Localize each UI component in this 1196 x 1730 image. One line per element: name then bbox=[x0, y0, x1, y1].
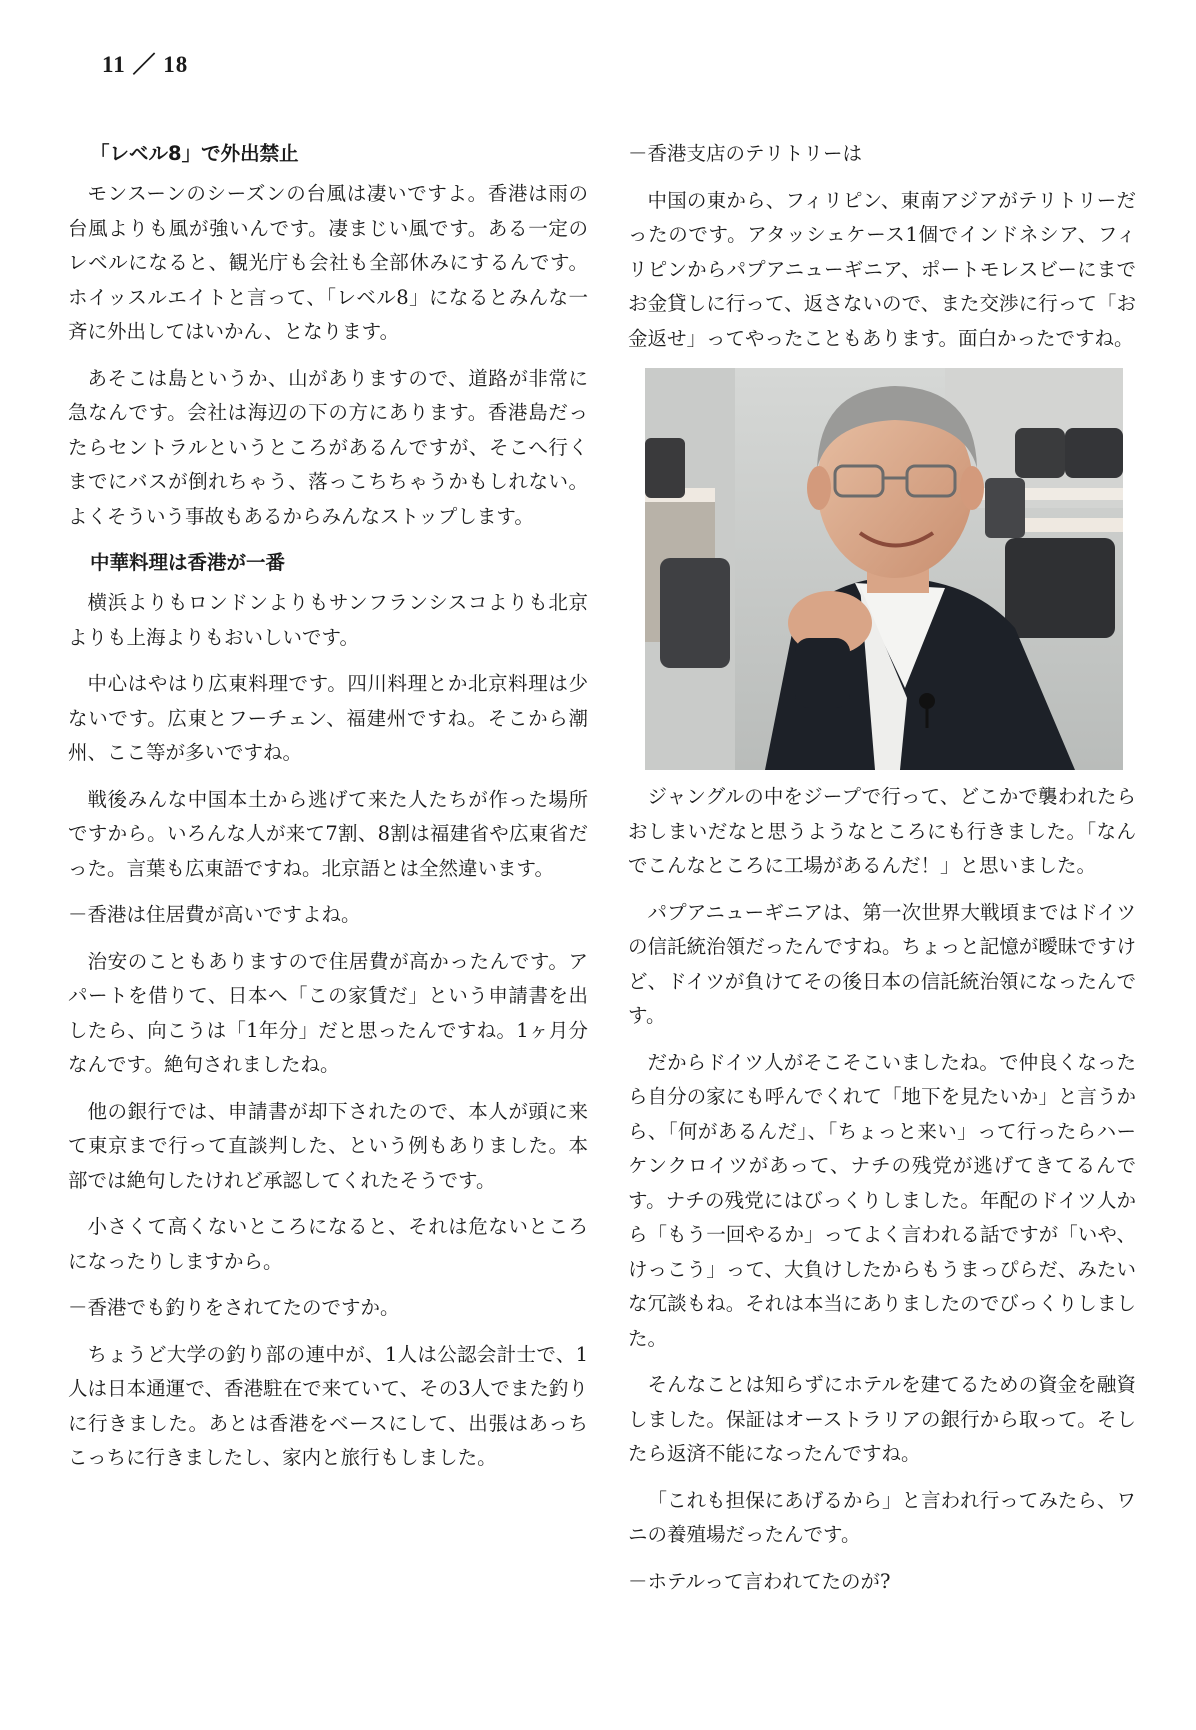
paragraph: 小さくて高くないところになると、それは危ないところになったりしますから。 bbox=[68, 1215, 588, 1273]
interview-photo bbox=[645, 368, 1123, 770]
right-column bbox=[628, 137, 1136, 1611]
paragraph: だからドイツ人がそこそこいましたね。で仲良くなったら自分の家にも呼んでくれて「地下を見たいか」と言うから、「何があるんだ」、「ちょっと来い」って行ったらハーケンクロイツがあって、ナチの残党が逃げてきてるんです。ナチの残党にはびっくりしました。年配のドイツ人から「もう一回やるか」ってよく言われる話ですが「いや、けっこう」って、大負けしたからもうまっぴらだ、みたいな冗談もね。それは本当にありましたのでびっくりしました。 bbox=[628, 1050, 1136, 1350]
paragraph: ちょうど大学の釣り部の連中が、1人は公認会計士で、1人は日本通運で、香港駐在で来ていて、その3人でまた釣りに行きました。あとは香港をベースにして、出張はあっちこっちに行きましたし、家内と旅行もしました。 bbox=[68, 1342, 588, 1469]
paragraph: 他の銀行では、申請書が却下されたので、本人が頭に来て東京まで行って直談判した、という例もありました。本部では絶句したけれど承認してくれたそうです。 bbox=[68, 1099, 588, 1192]
page-number: 11 ／ 18 bbox=[102, 52, 189, 77]
interview-question: －ホテルって言われてたのが? bbox=[628, 1569, 891, 1593]
paragraph: パプアニューギニアは、第一次世界大戦頃まではドイツの信託統治領だったんですね。ちょっと記憶が曖昧ですけど、ドイツが負けてその後日本の信託統治領になったんです。 bbox=[628, 900, 1136, 1027]
paragraph: 戦後みんな中国本土から逃げて来た人たちが作った場所ですから。いろんな人が来て7割、8割は福建省や広東省だった。言葉も広東語ですね。北京語とは全然違います。 bbox=[68, 787, 588, 880]
paragraph: ジャングルの中をジープで行って、どこかで襲われたらおしまいだなと思うようなところにも行きました。「なんでこんなところに工場があるんだ！」と思いました。 bbox=[628, 785, 1136, 877]
interview-question: －香港は住居費が高いですよね。 bbox=[68, 903, 361, 926]
left-column bbox=[68, 137, 588, 1488]
section-heading: 「レベル8」で外出禁止 bbox=[90, 142, 299, 165]
paragraph: 「これも担保にあげるから」と言われ行ってみたら、ワニの養殖場だったんです。 bbox=[628, 1488, 1136, 1546]
interview-question: －香港支店のテリトリーは bbox=[628, 142, 863, 165]
paragraph: 中心はやはり広東料理です。四川料理とか北京料理は少ないです。広東とフーチェン、福建州ですね。そこから潮州、ここ等が多いですね。 bbox=[68, 672, 588, 764]
interview-question: －香港でも釣りをされてたのですか。 bbox=[68, 1296, 400, 1319]
paragraph: そんなことは知らずにホテルを建てるための資金を融資しました。保証はオーストラリアの銀行から取って。そしたら返済不能になったんですね。 bbox=[628, 1373, 1136, 1465]
paragraph: 横浜よりもロンドンよりもサンフランシスコよりも北京よりも上海よりもおいしいです。 bbox=[68, 591, 588, 649]
paragraph: 治安のこともありますので住居費が高かったんです。アパートを借りて、日本へ「この家賃だ」という申請書を出したら、向こうは「1年分」だと思ったんですね。1ヶ月分なんです。絶句されましたね。 bbox=[68, 949, 588, 1076]
paragraph: モンスーンのシーズンの台風は凄いですよ。香港は雨の台風よりも風が強いんです。凄まじい風です。ある一定のレベルになると、観光庁も会社も全部休みにするんです。ホイッスルエイトと言って、「レベル8」になるとみんな一斉に外出してはいかん、となります。 bbox=[68, 182, 588, 343]
paragraph: あそこは島というか、山がありますので、道路が非常に急なんです。会社は海辺の下の方にあります。香港島だったらセントラルというところがあるんですが、そこへ行くまでにバスが倒れちゃう、落っこちちゃうかもしれない。よくそういう事故もあるからみんなストップします。 bbox=[68, 366, 588, 528]
paragraph: 中国の東から、フィリピン、東南アジアがテリトリーだったのです。アタッシェケース1個でインドネシア、フィリピンからパプアニューギニア、ポートモレスビーにまでお金貸しに行って、返さないので、また交渉に行って「お金返せ」ってやったこともあります。面白かったですね。 bbox=[628, 188, 1136, 350]
section-heading: 中華料理は香港が一番 bbox=[90, 551, 286, 574]
